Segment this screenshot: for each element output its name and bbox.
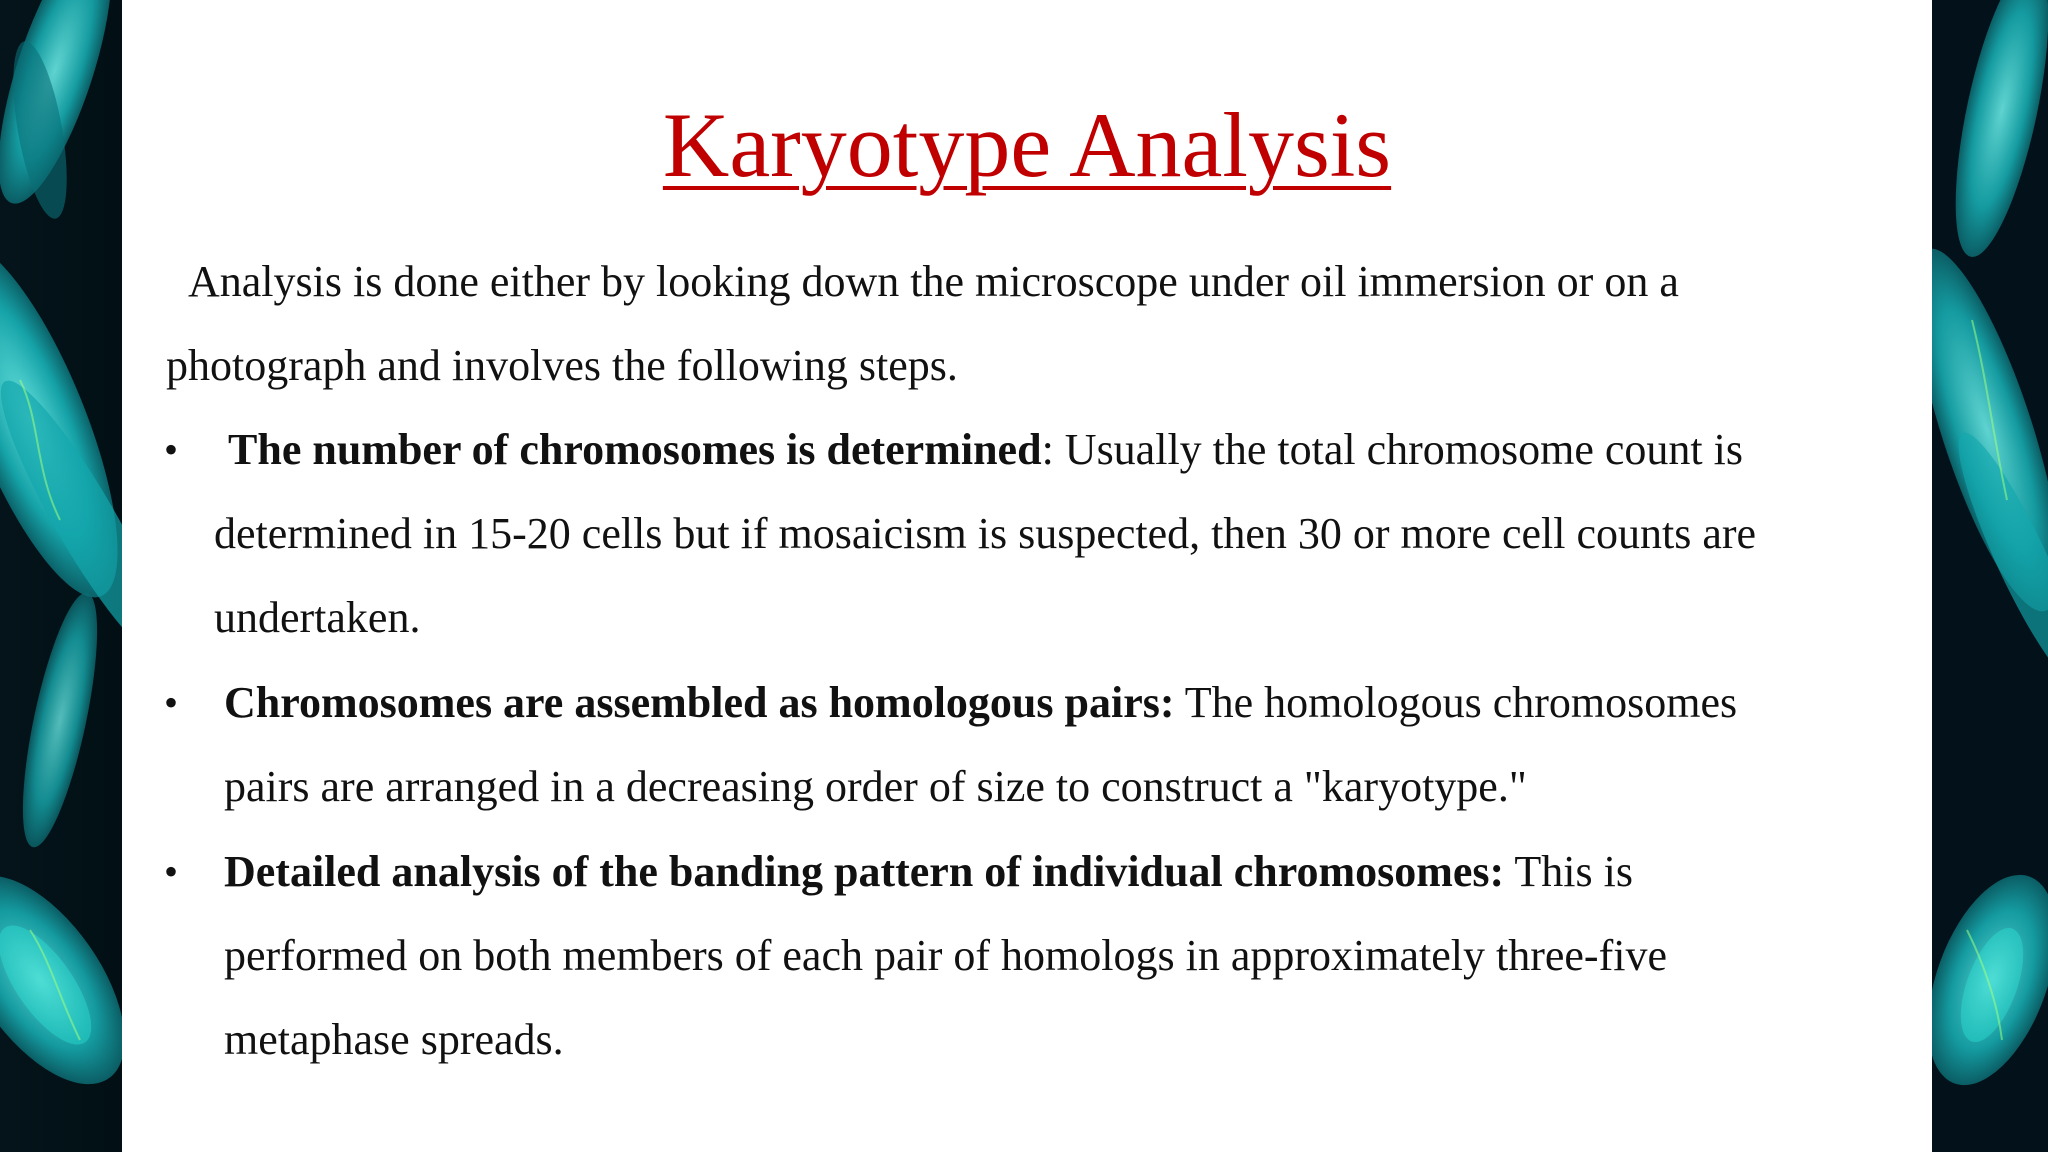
bullet-marker: • [164, 680, 179, 725]
bullet-3-line-1 [224, 842, 1633, 902]
bullet-2-heading: Chromosomes are assembled as homologous pairs: [224, 678, 1175, 727]
bullet-1-text: : Usually the total chromosome count is [1041, 425, 1744, 474]
slide-content [122, 0, 1932, 1152]
chromosome-icon [0, 0, 122, 1152]
bullet-2-line-1 [224, 673, 1737, 733]
bullet-3-text: This is [1504, 847, 1633, 896]
bullet-3-line-2: performed on both members of each pair of homologs in approximately three-five [224, 931, 1667, 980]
intro-line-1: Analysis is done either by looking down the microscope under oil immersion or on a [188, 257, 1679, 306]
bullet-2-text: The homologous chromosomes [1174, 678, 1738, 727]
left-chromosome-decoration [0, 0, 122, 1152]
bullet-marker: • [164, 849, 179, 894]
chromosome-icon [1932, 0, 2048, 1152]
bullet-1-line-1 [228, 420, 1743, 480]
right-chromosome-decoration [1932, 0, 2048, 1152]
bullet-3-line-3: metaphase spreads. [224, 1015, 564, 1064]
bullet-1-line-3: undertaken. [214, 593, 421, 642]
bullet-3-heading: Detailed analysis of the banding pattern of individual chromosomes: [224, 847, 1505, 896]
bullet-2-line-2: pairs are arranged in a decreasing order of size to construct a "karyotype." [224, 762, 1527, 811]
bullet-1-heading: The number of chromosomes is determined [228, 425, 1042, 474]
slide-title: Karyotype Analysis [662, 94, 1392, 196]
bullet-marker: • [164, 427, 179, 472]
bullet-1-line-2: determined in 15-20 cells but if mosaicism is suspected, then 30 or more cell counts are [214, 509, 1757, 558]
intro-line-2: photograph and involves the following steps. [166, 341, 958, 390]
